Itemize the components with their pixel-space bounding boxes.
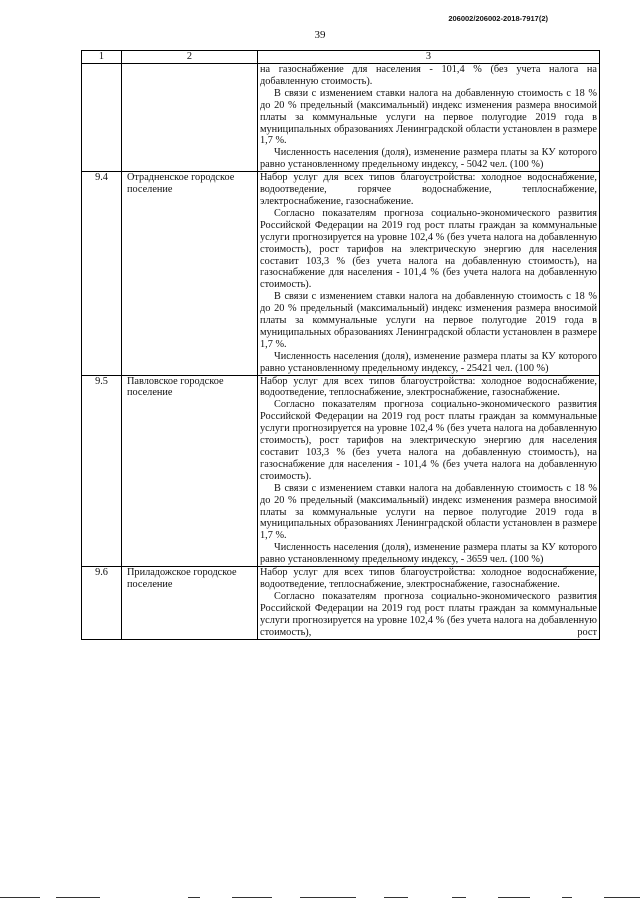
paragraph-forecast: Согласно показателям прогноза социально-экономического развития Российской Федерации на 2019 год рост платы граждан за коммунальные услуги прогнозируется на уровне 102,4 % (без учета налога на добавленную стоимость), рост тарифов на электрическую энергию для населения составит 103,3 % (без учета налога на добавленную стоимость), на газоснабжение для населения - 101,4 % (без учета налога на добавленную стоимость). bbox=[260, 399, 597, 482]
row-text-cell bbox=[258, 64, 600, 172]
paragraph-vat-change: В связи с изменением ставки налога на добавленную стоимость с 18 % до 20 % предельный (максимальный) индекс изменения размера вносимой платы за коммунальные услуги на первое полугодие 2019 года в муниципальных образованиях Ленинградской области установлен в размере 1,7 %. bbox=[260, 291, 597, 350]
scan-edge-marks bbox=[0, 892, 640, 898]
paragraph-vat-change: В связи с изменением ставки налога на добавленную стоимость с 18 % до 20 % предельный (максимальный) индекс изменения размера вносимой платы за коммунальные услуги на первое полугодие 2019 года в муниципальных образованиях Ленинградской области установлен в размере 1,7 %. bbox=[260, 87, 597, 147]
row-settlement-name: Отрадненское городское поселение bbox=[122, 172, 258, 375]
column-number-1: 1 bbox=[82, 51, 122, 64]
row-number-cell bbox=[82, 64, 122, 172]
tariff-index-table bbox=[81, 50, 600, 640]
paragraph-services-set: Набор услуг для всех типов благоустройства: холодное водоснабжение, водоотведение, теплоснабжение, электроснабжение, газоснабжение. bbox=[260, 567, 597, 590]
paragraph-vat-change: В связи с изменением ставки налога на добавленную стоимость с 18 % до 20 % предельный (максимальный) индекс изменения размера вносимой платы за коммунальные услуги на первое полугодие 2019 года в муниципальных образованиях Ленинградской области установлен в размере 1,7 %. bbox=[260, 482, 597, 542]
row-number: 9.5 bbox=[82, 375, 122, 567]
table-row-continuation bbox=[82, 64, 600, 172]
row-text-cell bbox=[258, 375, 600, 567]
document-registration-number: 206002/206002-2018-7917(2) bbox=[448, 14, 548, 23]
row-name-cell bbox=[122, 64, 258, 172]
row-text-cell bbox=[258, 172, 600, 375]
paragraph-services-set: Набор услуг для всех типов благоустройства: холодное водоснабжение, водоотведение, горячее водоснабжение, теплоснабжение, электроснабжение, газоснабжение. bbox=[260, 172, 597, 207]
row-number: 9.6 bbox=[82, 567, 122, 639]
table-row-9-6 bbox=[82, 567, 600, 639]
paragraph-population: Численность населения (доля), изменение размера платы за КУ которого равно установленному предельному индексу, - 3659 чел. (100 %) bbox=[260, 542, 597, 566]
row-settlement-name: Приладожское городское поселение bbox=[122, 567, 258, 639]
table-row-9-5 bbox=[82, 375, 600, 567]
paragraph-population: Численность населения (доля), изменение размера платы за КУ которого равно установленному предельному индексу, - 5042 чел. (100 %) bbox=[260, 147, 597, 171]
row-settlement-name: Павловское городское поселение bbox=[122, 375, 258, 567]
paragraph-forecast: Согласно показателям прогноза социально-экономического развития Российской Федерации на 2019 год рост платы граждан за коммунальные услуги прогнозируется на уровне 102,4 % (без учета налога на добавленную стоимость), рост bbox=[260, 590, 597, 638]
paragraph-gas-tariff: на газоснабжение для населения - 101,4 % (без учета налога на добавленную стоимость). bbox=[260, 64, 597, 87]
paragraph-services-set: Набор услуг для всех типов благоустройства: холодное водоснабжение, водоотведение, теплоснабжение, электроснабжение, газоснабжение. bbox=[260, 375, 597, 399]
paragraph-forecast: Согласно показателям прогноза социально-экономического развития Российской Федерации на 2019 год рост платы граждан за коммунальные услуги прогнозируется на уровне 102,4 % (без учета налога на добавленную стоимость), рост тарифов на электрическую энергию для населения составит 103,3 % (без учета налога на добавленную стоимость), на газоснабжение для населения - 101,4 % (без учета налога на добавленную стоимость). bbox=[260, 207, 597, 291]
row-number: 9.4 bbox=[82, 172, 122, 375]
table-header-row bbox=[82, 51, 600, 64]
column-number-2: 2 bbox=[122, 51, 258, 64]
table-row-9-4 bbox=[82, 172, 600, 375]
column-number-3: 3 bbox=[258, 51, 600, 64]
page-number: 39 bbox=[314, 29, 326, 41]
paragraph-population: Численность населения (доля), изменение размера платы за КУ которого равно установленному предельному индексу, - 25421 чел. (100 %) bbox=[260, 350, 597, 374]
row-text-cell bbox=[258, 567, 600, 639]
